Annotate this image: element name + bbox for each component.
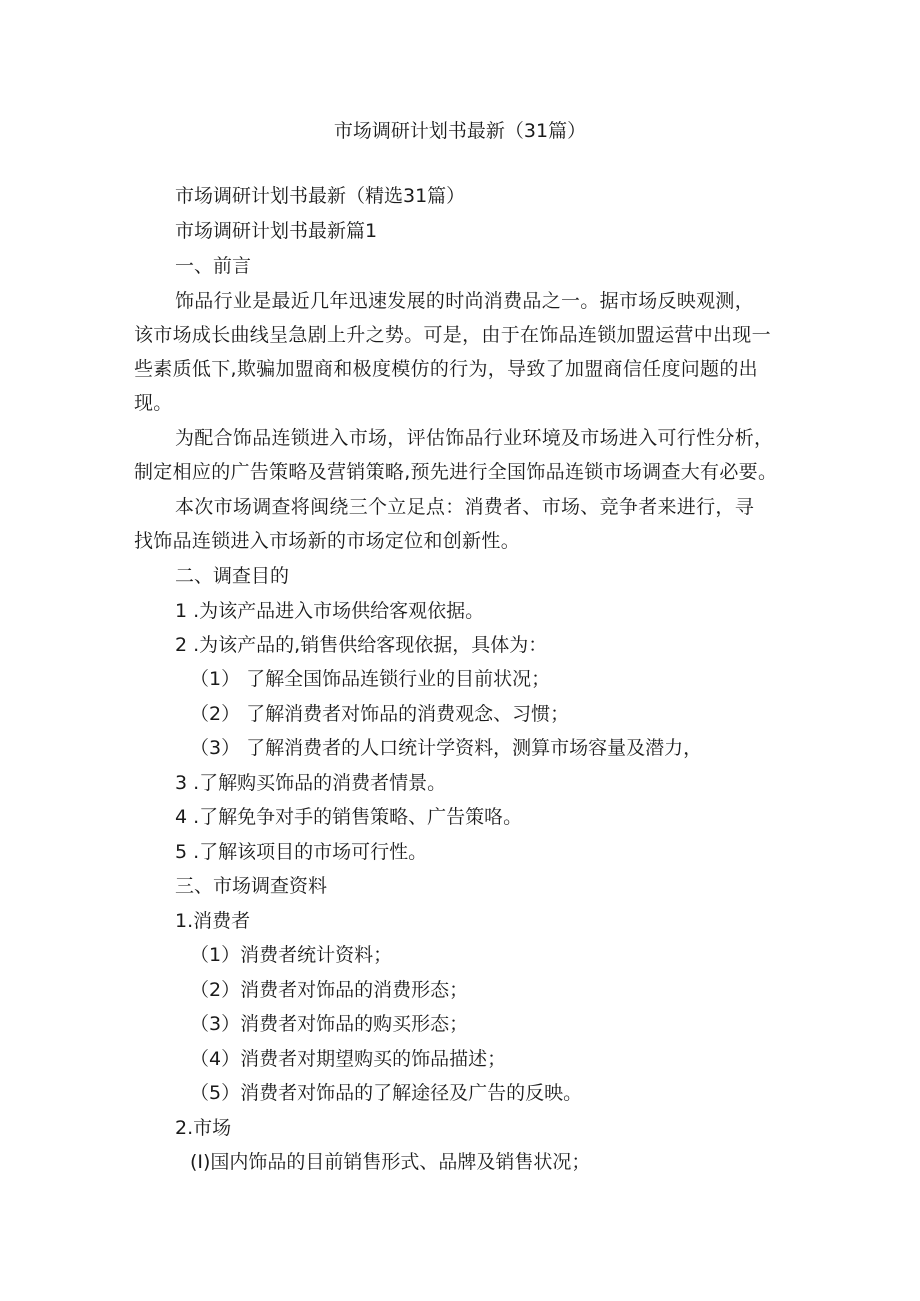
sub-list-item: （1）消费者统计资料； [190,944,393,966]
article-heading: 市场调研计划书最新篇1 [175,220,378,242]
list-item: 2.市场 [175,1117,232,1139]
list-item: 3 .了解购买饰品的消费者情景。 [175,772,447,794]
paragraph-line: 些素质低下,欺骗加盟商和极度模仿的行为，导致了加盟商信任度问题的出 [134,358,758,380]
sub-list-item: （3） 了解消费者的人口统计学资料，测算市场容量及潜力， [190,737,703,759]
paragraph-line: 该市场成长曲线呈急剧上升之势。可是，由于在饰品连锁加盟运营中出现一 [134,324,771,346]
list-item: 1 .为该产品进入市场供给客观依据。 [175,600,485,622]
section-heading-materials: 三、市场调查资料 [175,875,328,897]
list-item: 2 .为该产品的,销售供给客现依据，具体为： [175,634,548,656]
sub-list-item: （1） 了解全国饰品连锁行业的目前状况； [190,668,551,690]
section-heading-preface: 一、前言 [175,255,252,277]
sub-list-item: （2） 了解消费者对饰品的消费观念、习惯； [190,703,570,725]
sub-list-item: （2）消费者对饰品的消费形态； [190,979,469,1001]
sub-list-item: （4）消费者对期望购买的饰品描述； [190,1048,507,1070]
document-title: 市场调研计划书最新（31篇） [333,120,587,142]
document-subtitle: 市场调研计划书最新（精选31篇） [175,185,466,207]
paragraph-line: 为配合饰品连锁进入市场，评估饰品行业环境及市场进入可行性分析， [175,427,774,449]
paragraph-line: 找饰品连锁进入市场新的市场定位和创新性。 [134,530,521,552]
paragraph-line: 本次市场调查将闽绕三个立足点：消费者、市场、竞争者来进行，寻 [175,496,755,518]
sub-list-item: （3）消费者对饰品的购买形态； [190,1013,469,1035]
paragraph-line: 饰品行业是最近几年迅速发展的时尚消费品之一。据市场反映观测， [175,290,755,312]
paragraph-line: 现。 [134,392,173,414]
sub-list-item: (I)国内饰品的目前销售形式、品牌及销售状况； [190,1151,591,1173]
list-item: 1.消费者 [175,910,251,932]
section-heading-purpose: 二、调查目的 [175,565,290,587]
sub-list-item: （5）消费者对饰品的了解途径及广告的反映。 [190,1082,583,1104]
list-item: 5 .了解该项目的市场可行性。 [175,841,428,863]
list-item: 4 .了解免争对手的销售策略、广告策咯。 [175,806,523,828]
paragraph-line: 制定相应的广告策略及营销策略,预先进行全国饰品连锁市场调查大有必要。 [134,461,778,483]
